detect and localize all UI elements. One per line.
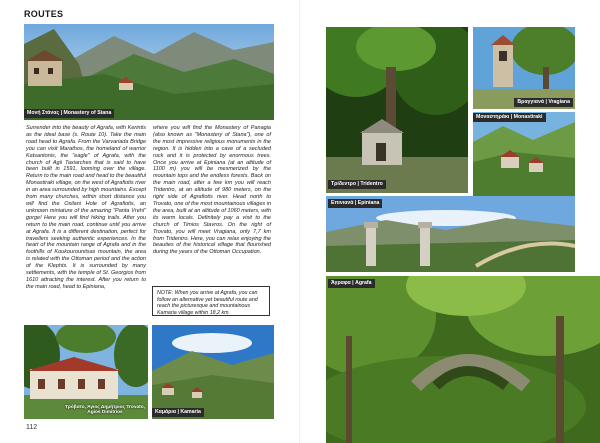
text-column-1 — [26, 125, 146, 315]
caption-monastiraki: Μοναστηράκι | Monastiraki — [473, 113, 546, 122]
photo-epiniana — [326, 196, 575, 272]
photo-kamaria — [152, 325, 274, 419]
text-column-2 — [153, 125, 271, 283]
photo-monastiraki — [473, 112, 575, 196]
photo-agrafa — [326, 276, 600, 443]
caption-tridentro: Τρίδεντρο | Tridentro — [328, 180, 386, 189]
caption-kamaria: Καμάρια | Kamaria — [152, 408, 204, 417]
section-title: ROUTES — [24, 9, 64, 19]
photo-vragiana — [473, 27, 575, 109]
caption-trovato: Τρόβατο, Άγιος Δημήτριος Trovato, Agiοs Dimitrios — [64, 404, 146, 416]
caption-monastery-stana: Μονή Στάνας | Monastery of Stana — [24, 109, 114, 118]
photo-tridentro — [326, 27, 468, 193]
page-number: 112 — [26, 424, 38, 431]
note-box — [152, 286, 270, 316]
caption-agrafa: Άγραφα | Agrafa — [328, 279, 375, 288]
body-text-col1: Surrender into the beauty of Agrafa, with Kerintis as the ideal base (s. Route 10). Take the main road head to Agrafa. From the Varvariada Bridge you can visit Marathos, the homeland of warrior Katsantonis, the "eagle" of Agrafa, with the church of Agii Taxiarches that is said to have been built in 1591, looming over the village. Return to the main road and head to the beautiful Monastiraki village, on the west of Agrafiotis river in an area surrounded by high mountains. Except from many churches, within short distance you will find the Oxilani Hole of Agrafiotis, an unknown miniature of the amazing "Panta Vrehi" gorge! Here you will find hiking trails. After you return to the main road, continue until you arrive at Agrafa. It is a different destination, perfect for travellers seeking authentic experiences. In the heart of the mountain range of Agrafa and in the foothills of Koukourounitsas mountain, the area is related with the Ottoman period and the action of the Klephts. It is surrounded by many settlements, with the temple of St. Georgios from 1610 attracting the interest. After you return to the main road, head to Epiniana, — [26, 125, 146, 290]
note-text: NOTE: When you arrive at Agrafa, you can follow an alternative yet beautiful route and reach the picturesque and mountainous Kamaria village within 18,2 km. — [157, 290, 258, 316]
body-text-col2: where you will find the Monastery of Panagia (also known as "Monastery of Stana"), one of the most impressive religious monuments in the region. It is hidden into a cave of a secluded rock and it is protected by enormous trees. Once you arrive at Epiniana (at an altitude of 1100 m) you will be mesmerized by the mountain tops and the endless forests. Back on the main road, after a few km you will reach Tridentro, at an altitude of 980 meters, on the right side of Agrafiotis river. Head north to Trovato, one of the most mountainous villages in the area, built at an altitude of 1060 meters, with its warm locals. Definitely pay a visit to the church of Timios Stavros. On the right of Trovato, you will meet Vragiana, only 7,7 km from Tridentro. Here, you can relax enjoying the beauties of the historical village that flourished during the years of the Ottoman Occupation. — [153, 125, 271, 256]
page-gutter — [299, 0, 300, 443]
caption-vragiana: Βραγγιανά | Vragiana — [514, 98, 573, 107]
caption-epiniana: Επινιανά | Epiniana — [328, 199, 382, 208]
photo-monastery-stana — [24, 24, 274, 120]
photo-trovato — [24, 325, 148, 419]
